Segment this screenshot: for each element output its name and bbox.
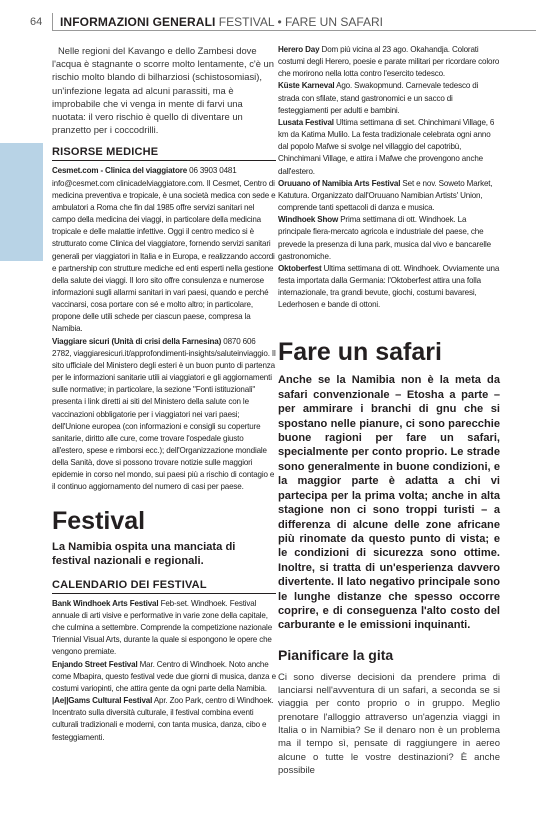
intro-paragraph: [52, 44, 276, 136]
intro-text: Nelle regioni del Kavango e dello Zambesi dove l'acqua è stagnante o scorre molto lentamente, c'è un rischio molto blando di bilharziosi (schistosomiasi), un'infezione legata ad alcuni parassiti, ma è improbabile che vi venga in mente di farvi una nuotata: il vero rischio è quello di diventare un pranzetto per i coccodrilli.: [52, 45, 274, 136]
safari-lead: Anche se la Namibia non è la meta da safari convenzionale – Etosha a parte – per ammirare i branchi di gnu che si spostano nelle pianure, ci sono parecchie buone ragioni per fare un safari, specialmente per conto proprio. Le strade sono generalmente in buone condizioni, e la maggior parte è adatta a chi vi partecipa per la prima volta; anche in alta stagione non ci sono troppi turisti – a differenza di alcune delle zone africane più rinomate da questo punto di vista; e le condizioni di sicurezza sono ottime. Inoltre, si tratta di un'esperienza davvero divertente. Il lato negativo principale sono le lunghe distanze che spesso occorre coprire, e di conseguenza l'alto costo del carburante e le emissioni inquinanti.: [278, 374, 500, 632]
festival-entry: [52, 695, 276, 744]
medical-entry: [52, 336, 276, 494]
entry-name: Viaggiare sicuri (Unità di crisi della Farnesina): [52, 336, 222, 346]
festival-text: Mar. Centro di Windhoek. Noto anche come Mbapira, questo festival vede due giorni di musica, danza e costumi variopinti, che attira gente da ogni parte della Namibia.: [52, 659, 276, 693]
planning-subheading: Pianificare la gita: [278, 646, 394, 663]
festival-name: Küste Karneval: [278, 81, 335, 91]
running-header: [0, 0, 536, 34]
festival-name: Oktoberfest: [278, 263, 322, 273]
festival-entry: [278, 263, 500, 312]
left-column: [52, 44, 276, 744]
entry-text: 0870 606 2782, viaggiaresicuri.it/approfondimenti-insights/saluteinviaggio. Il sito ufficiale del Ministero degli esteri è un buon punto di partenza per le informazioni sanitarie utili ai viaggiatori e gli aggiornamenti sulle normative; in particolare, la sezione "Fonti istituzionali" presenta i link diretti ai siti del Ministero della salute con le vaccinazioni obbligatorie per i viaggiatori nei vari paesi; dell'Unione europea (con informazioni e consigli su coperture sanitarie, diritto alle cure, come trovare l'ospedale giusto all'estero, spese e rimborsi ecc.); dell'Organizzazione mondiale della Sanità, dove si possono trovare notizie sulle maggiori epidemie in corso nel mondo, sui paesi più a rischio di contagio e il continuo aggiornamento del numero di casi per paese.: [52, 336, 276, 492]
planning-body: Ci sono diverse decisioni da prendere prima di lanciarsi nell'avventura di un safari, a seconda se si viaggia per conto proprio o in gruppo. Meglio prenotare l'alloggio attraverso un'agenzia viaggi in Italia o in Namibia? Se il denaro non è un problema ma il tempo sì, pensate di raggiungere in aereo alcune o tutte le vostre destinazioni? È anche possibile: [278, 671, 500, 776]
festival-text: Apr. Zoo Park, centro di Windhoek. Incentrato sulla diversità culturale, il festival combina eventi culturali tradizionali e moderni, con tanta musica, danza, cibo e festeggiamenti.: [52, 696, 274, 742]
page-number: 64: [30, 16, 43, 28]
festival-text: Ultima settimana di ott. Windhoek. Ovviamente una festa importata dalla Germania: l'Oktoberfest attira una folla internazionale, tra grandi bevute, giochi, costumi bavaresi, Lederhosen e bande di ottoni.: [278, 263, 500, 310]
festival-name: Enjando Street Festival: [52, 659, 138, 669]
festival-entry: [278, 117, 500, 178]
entry-text: 06 3903 0481 info@cesmet.com clinicadelviaggiatore.com. Il Cesmet, Centro di medicina preventiva e tropicale, è una società medica con sede e ambulatori a Roma che fin dal 1985 offre servizi sanitari nel campo della medicina dei viaggi, in particolare della medicina tropicale e delle malattie infettive. Oggi il centro medico si è strutturato come Clinica del viaggiatore, fornendo servizi sanitari generali per viaggiatori in Italia e in Europa, e realizzando accordi e partnership con strutture mediche ed enti esperti nella gestione della salute dei viaggi. Il loro sito offre consulenza e numerose informazioni sugli allarmi sanitari in vari paesi, quando e perché vaccinarsi, cosa portare con sé e molto altro; in particolare, propone delle utili schede per ciascun paese, compresa la Namibia.: [52, 166, 276, 334]
festival-entry: [278, 214, 500, 263]
medical-entry: [52, 165, 276, 335]
chapter-thumb-tab: [0, 143, 43, 261]
festival-name: |Ae||Gams Cultural Festival: [52, 696, 153, 706]
festival-entry: [278, 178, 500, 214]
safari-title: Fare un safari: [278, 338, 442, 367]
entry-name: Cesmet.com - Clinica del viaggiatore: [52, 166, 188, 176]
medical-resources-list: [52, 165, 276, 493]
festival-entry: [278, 44, 500, 80]
header-rule: [52, 30, 536, 31]
festival-lead: La Namibia ospita una manciata di festival nazionali e regionali.: [52, 540, 236, 568]
festival-entry: [52, 659, 276, 695]
festival-text: Ago. Swakopmund. Carnevale tedesco di strada con sfilate, stand gastronomici e un sacco di festeggiamenti per adulti e bambini.: [278, 81, 479, 115]
festival-name: Bank Windhoek Arts Festival: [52, 598, 159, 608]
section-title: INFORMAZIONI GENERALI: [60, 15, 216, 29]
festival-name: Oruuano of Namibia Arts Festival: [278, 178, 401, 188]
medical-resources-heading: RISORSE MEDICHE: [52, 146, 276, 161]
festival-name: Windhoek Show: [278, 215, 339, 225]
festival-text: Ultima settimana di set. Chinchimani Village, 6 km da Katima Mulilo. La festa tradizionale celebrata ogni anno dal popolo Mafwe si svolge nel villaggio del capotribù, Chinchimani Village, e attira i Mafwe che provengono anche dall'estero.: [278, 117, 495, 176]
festival-name: Herero Day: [278, 45, 320, 54]
festival-text: Dom più vicina al 23 ago. Okahandja. Colorati costumi degli Herero, poesie e parate militari per ricordare coloro che morirono nella lotta contro l'esercito tedesco.: [278, 45, 500, 79]
festival-text: Feb-set. Windhoek. Festival annuale di arti visive e performative in varie zone della capitale, che culmina a settembre. Comprende la competizione nazionale Triennial Visual Arts, durante la quale si espongono le opere che vengono premiate.: [52, 598, 273, 657]
running-title: [60, 15, 383, 29]
festival-text: Set e nov. Soweto Market, Katutura. Organizzato dall'Oruuano Namibian Artists' Union, comprende tanti spettacoli di danza e musica.: [278, 178, 493, 213]
festival-calendar-heading: CALENDARIO DEI FESTIVAL: [52, 579, 276, 594]
subsection-title: FESTIVAL • FARE UN SAFARI: [218, 15, 384, 29]
festival-name: Lusata Festival: [278, 117, 334, 127]
festival-calendar-list: [52, 598, 276, 744]
festival-entry: [52, 598, 276, 659]
festival-entry: [278, 80, 500, 116]
right-column: [278, 44, 500, 777]
header-divider: [52, 13, 53, 30]
festival-title: Festival: [52, 506, 146, 535]
festival-text: Prima settimana di ott. Windhoek. La principale fiera-mercato agricola e industriale del paese, che prevede la presenza di luna park, musica dal vivo e bancarelle gastronomiche.: [278, 215, 492, 261]
festival-calendar-list-continued: [278, 44, 500, 311]
